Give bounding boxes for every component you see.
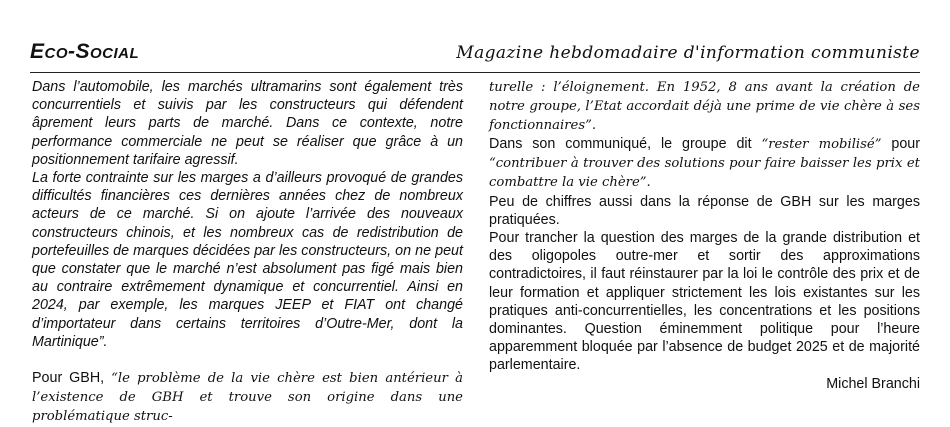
right-paragraph-3: Peu de chiffres aussi dans la réponse de GBH sur les marges pratiquées. [489, 193, 920, 228]
left-paragraph-2: La forte contrainte sur les marges a d’ailleurs provoqué de grandes difficultés financières ces dernières années chez de nombreux acteurs de ce marché. Si on ajoute l’arrivée des nouveaux constructeurs chinois, et les nombreux cas de redistribution de portefeuilles de marques décidées par les constructeurs, on ne peut que constater que le marché n’est absolument pas figé mais bien au contraire extrêmement dynamique et concurrentiel. Ainsi en 2024, par exemple, les marques JEEP et FIAT ont changé d’importateur dans certains territoires d’Outre-Mer, dont la Martinique”. [32, 170, 463, 350]
left-column [32, 78, 463, 427]
left-paragraph-3-quote: “le problème de la vie chère est bien antérieur à l’existence de GBH et trouve son origine dans une problématique struc- [32, 371, 463, 425]
right-column [489, 78, 920, 393]
magazine-title: Eco-Social [30, 40, 140, 63]
left-paragraph-3-lead: Pour GBH, [32, 370, 112, 387]
right-paragraph-2-quote-2: “contribuer à trouver des solutions pour faire baisser les prix et combattre la vie chère”. [489, 156, 920, 191]
paragraph-gap [32, 351, 463, 369]
right-paragraph-2-mid: pour [881, 136, 920, 152]
left-paragraph-3 [32, 369, 463, 427]
right-paragraph-2-quote-1: “rester mobilisé” [761, 137, 882, 152]
right-paragraph-2-lead: Dans son communiqué, le groupe dit [489, 136, 762, 152]
author-signature: Michel Branchi [826, 375, 920, 392]
left-paragraph-1: Dans l’automobile, les marchés ultramarins sont également très concurrentiels et suivis par les constructeurs qui défendent âprement leurs parts de marché. Dans ce contexte, notre performance commerciale ne peut se réaliser que grâce à un positionnement tarifaire agressif. [32, 79, 463, 168]
magazine-subtitle: Magazine hebdomadaire d'information communiste [456, 43, 920, 63]
header-rule [30, 72, 920, 73]
right-paragraph-2 [489, 135, 920, 193]
right-paragraph-4: Pour trancher la question des marges de la grande distribution et des oligopoles outre-mer et sortir des approximations contradictoires, il faut réinstaurer par la loi le contrôle des prix et de leur formation et appliquer strictement les lois existantes sur les pratiques anti-concurrentielles, les concentrations et les positions dominantes. Question éminemment politique pour l’heure apparemment bloquée par l’absence de budget 2025 et de majorité parlementaire. [489, 230, 920, 374]
right-paragraph-1: turelle : l’éloignement. En 1952, 8 ans avant la création de notre groupe, l’Etat accordait déjà une prime de vie chère à ses fonctionnaires”. [489, 80, 920, 133]
